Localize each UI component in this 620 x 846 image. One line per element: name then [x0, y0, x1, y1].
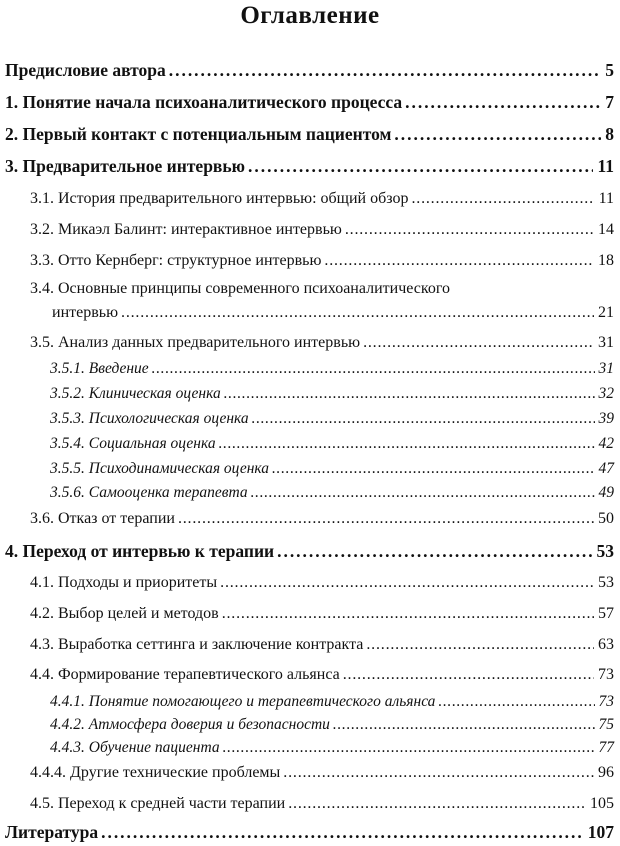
- toc-entry-title: 3.1. История предварительного интервью: общий обзор: [30, 190, 409, 207]
- toc-entry-title: 4. Переход от интервью к терапии: [5, 541, 275, 561]
- dot-leader: [178, 510, 594, 528]
- toc-entry-title: 4.1. Подходы и приоритеты: [30, 574, 218, 591]
- toc-entry-page: 75: [598, 716, 614, 733]
- toc-entry[interactable]: [50, 739, 614, 757]
- toc-entry[interactable]: [5, 822, 614, 843]
- toc-entry-page: 53: [598, 574, 614, 591]
- toc-entry-continuation: [52, 304, 614, 322]
- toc-entry[interactable]: [30, 252, 614, 270]
- toc-entry-title: 3.5.3. Психологическая оценка: [50, 410, 249, 427]
- dot-leader: [288, 795, 586, 813]
- toc-entry[interactable]: [50, 484, 614, 502]
- dot-leader: [345, 221, 594, 239]
- dot-leader: [405, 92, 601, 113]
- toc-entry-page: 42: [598, 435, 614, 452]
- toc-entry[interactable]: [30, 605, 614, 623]
- toc-entry-title: 4.4.4. Другие технические проблемы: [30, 764, 281, 781]
- toc-entry-page: 73: [598, 666, 614, 683]
- toc-entry[interactable]: [50, 410, 614, 428]
- toc-entry[interactable]: [50, 693, 614, 711]
- toc-entry-page: 49: [598, 484, 614, 501]
- toc-entry-title: Литература: [5, 822, 99, 842]
- toc-entry-page: 32: [598, 385, 614, 402]
- toc-entry-title: 3. Предварительное интервью: [5, 156, 246, 176]
- toc-entry-title: 3.5.2. Клиническая оценка: [50, 385, 221, 402]
- toc-entry-title: 3.2. Микаэл Балинт: интерактивное интервью: [30, 221, 342, 238]
- dot-leader: [394, 124, 601, 145]
- dot-leader: [101, 822, 584, 843]
- toc-entry[interactable]: [5, 124, 614, 145]
- dot-leader: [363, 334, 594, 352]
- toc-entry[interactable]: [30, 190, 614, 208]
- toc-entry-page: 31: [598, 360, 614, 377]
- dot-leader: [251, 484, 595, 502]
- toc-entry-page: 107: [587, 822, 614, 842]
- toc-entry-page: 14: [598, 221, 614, 238]
- toc-entry-page: 39: [598, 410, 614, 427]
- toc-entry-title: 3.5.4. Социальная оценка: [50, 435, 216, 452]
- dot-leader: [333, 716, 595, 734]
- toc-entry[interactable]: [5, 60, 614, 81]
- dot-leader: [219, 435, 595, 453]
- dot-leader: [169, 60, 601, 81]
- toc-entry-page: 7: [605, 92, 614, 112]
- toc-entry-title: 3.3. Отто Кернберг: структурное интервью: [30, 252, 322, 269]
- toc-entry[interactable]: [30, 666, 614, 684]
- toc-entry-title: 3.4. Основные принципы современного психоаналитического: [30, 280, 450, 297]
- toc-entry-page: 11: [598, 190, 614, 207]
- dot-leader: [222, 605, 594, 623]
- toc-entry-page: 57: [598, 605, 614, 622]
- toc-entry-title: 4.3. Выработка сеттинга и заключение контракта: [30, 636, 364, 653]
- toc-entry-title: 1. Понятие начала психоаналитического процесса: [5, 92, 403, 112]
- toc-entry-title: 3.5. Анализ данных предварительного интервью: [30, 334, 361, 351]
- toc-entry[interactable]: [5, 92, 614, 113]
- dot-leader: [343, 666, 594, 684]
- toc-entry[interactable]: [50, 435, 614, 453]
- dot-leader: [272, 460, 595, 478]
- toc-entry[interactable]: [30, 795, 614, 813]
- toc-entry-title: 4.4. Формирование терапевтического альянса: [30, 666, 340, 683]
- toc-entry[interactable]: [30, 764, 614, 782]
- toc-entry-page: 47: [598, 460, 614, 477]
- dot-leader: [220, 574, 594, 592]
- toc-entry-title: 4.2. Выбор целей и методов: [30, 605, 219, 622]
- toc-entry-page: 77: [598, 739, 614, 756]
- toc-entry[interactable]: [50, 385, 614, 403]
- dot-leader: [438, 693, 594, 711]
- dot-leader: [283, 764, 594, 782]
- toc-entry[interactable]: [30, 636, 614, 654]
- toc-entry-page: 53: [596, 541, 614, 561]
- page-title: Оглавление: [240, 2, 380, 29]
- toc-entry-title: 3.6. Отказ от терапии: [30, 510, 175, 527]
- toc-entry[interactable]: [30, 221, 614, 239]
- toc-entry[interactable]: [30, 574, 614, 592]
- toc-entry-page: 21: [598, 304, 614, 321]
- toc-entry-page: 18: [598, 252, 614, 269]
- dot-leader: [252, 410, 595, 428]
- toc-entry-page: 31: [598, 334, 614, 351]
- toc-entry-title: 3.5.1. Введение: [50, 360, 149, 377]
- toc-entry-page: 5: [605, 60, 614, 80]
- toc-entry-page: 96: [598, 764, 614, 781]
- toc-entry-page: 8: [605, 124, 614, 144]
- toc-entry-page: 11: [597, 156, 614, 176]
- toc-entry-title: 3.5.5. Психодинамическая оценка: [50, 460, 269, 477]
- toc-entry-title: 4.4.2. Атмосфера доверия и безопасности: [50, 716, 330, 733]
- dot-leader: [411, 190, 594, 208]
- dot-leader: [223, 739, 595, 757]
- dot-leader: [224, 385, 595, 403]
- toc-entry[interactable]: [30, 510, 614, 528]
- toc-entry[interactable]: [5, 156, 614, 177]
- toc-entry[interactable]: [30, 334, 614, 352]
- toc-entry-title: 4.5. Переход к средней части терапии: [30, 795, 286, 812]
- dot-leader: [248, 156, 593, 177]
- toc-entry-title: 4.4.1. Понятие помогающего и терапевтического альянса: [50, 693, 436, 710]
- dot-leader: [366, 636, 594, 654]
- toc-entry-page: 105: [590, 795, 614, 812]
- toc-entry-title: 4.4.3. Обучение пациента: [50, 739, 220, 756]
- toc-entry-page: 63: [598, 636, 614, 653]
- toc-entry-page: 50: [598, 510, 614, 527]
- toc-entry[interactable]: [50, 716, 614, 734]
- toc-entry-title: 3.5.6. Самооценка терапевта: [50, 484, 248, 501]
- toc-entry-multiline[interactable]: [30, 280, 614, 322]
- toc-entry[interactable]: [50, 460, 614, 478]
- dot-leader: [277, 541, 592, 562]
- toc-entry-title: 2. Первый контакт с потенциальным пациентом: [5, 124, 392, 144]
- dot-leader: [121, 304, 594, 322]
- toc-entry-page: 73: [598, 693, 614, 710]
- toc-entry-title: Предисловие автора: [5, 60, 166, 80]
- toc-entry[interactable]: [50, 360, 614, 378]
- dot-leader: [324, 252, 594, 270]
- toc-entry-title-cont: интервью: [52, 304, 119, 321]
- dot-leader: [152, 360, 595, 378]
- toc-entry[interactable]: [5, 541, 614, 562]
